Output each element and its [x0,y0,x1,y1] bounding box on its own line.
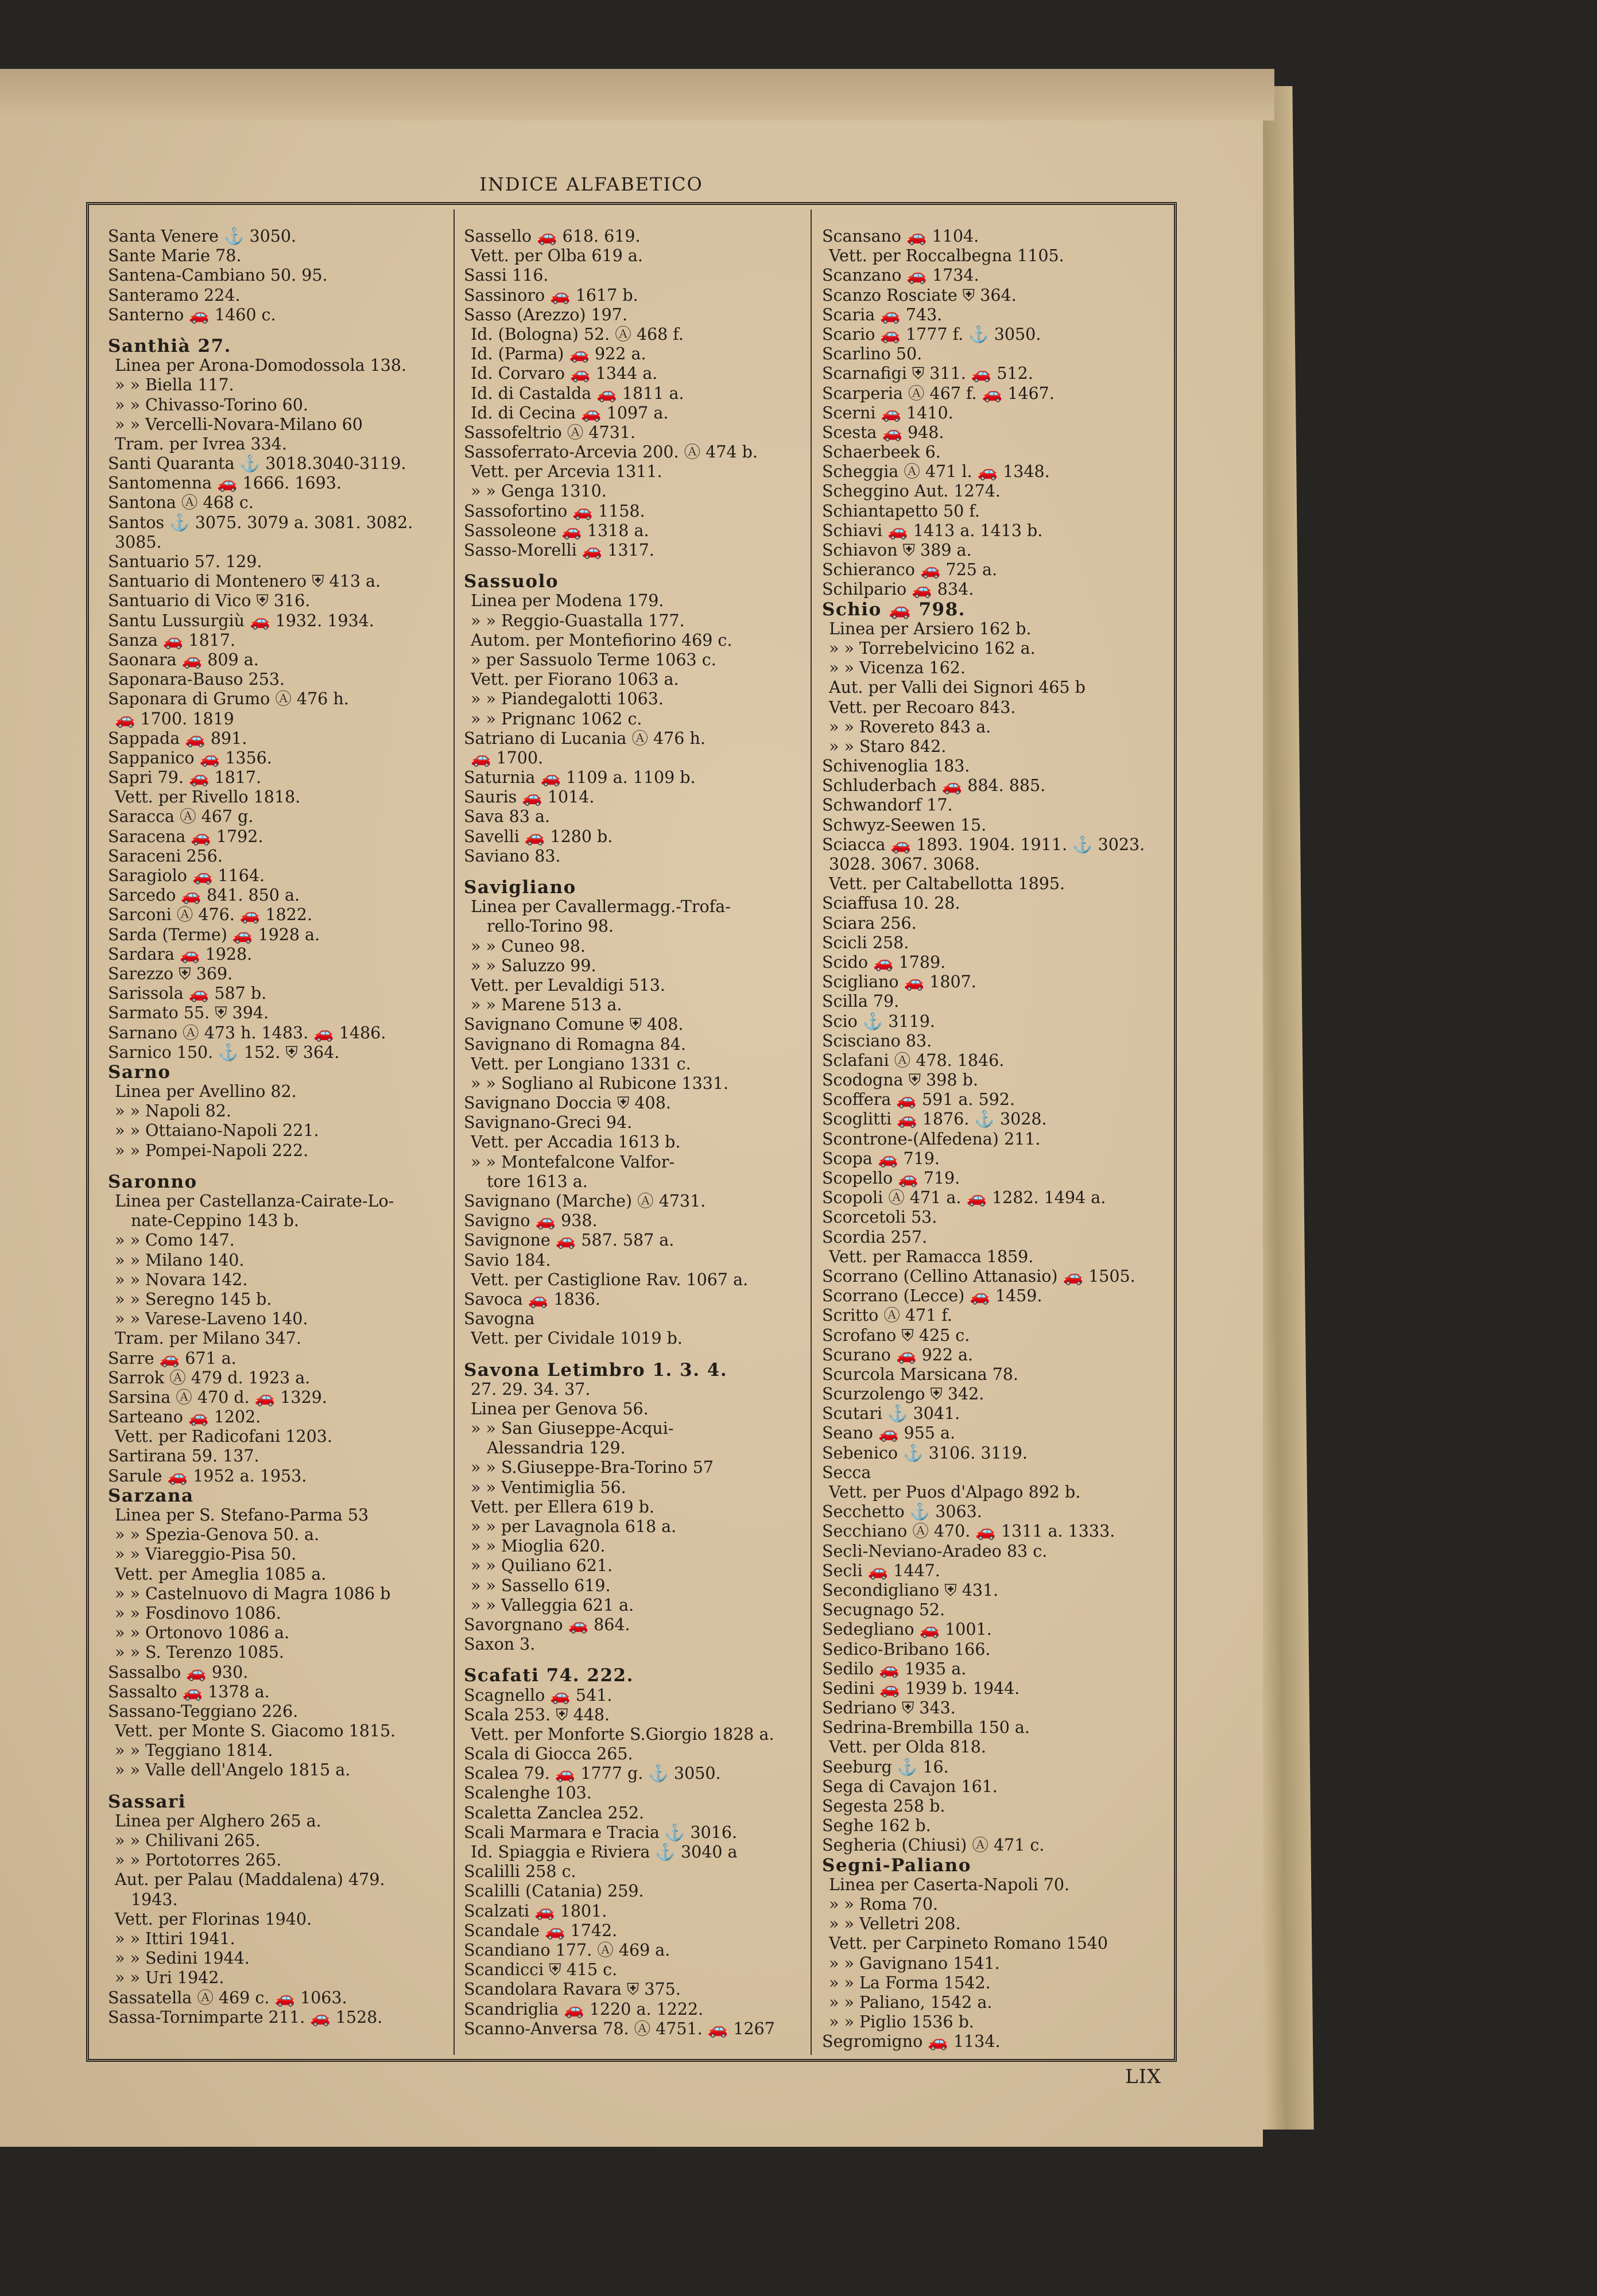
index-entry: Vett. per Rivello 1818. [115,788,301,807]
index-entry: Scaria 🚗 743. [822,305,943,324]
index-entry: Santi Quaranta ⚓ 3018.3040-3119. [108,454,406,474]
index-entry: Saraceni 256. [108,846,223,866]
index-entry: » » Ottaiano-Napoli 221. [115,1121,319,1141]
index-entry: 3028. 3067. 3068. [829,855,980,874]
index-entry: Sclafani Ⓐ 478. 1846. [822,1050,1005,1070]
index-entry [108,1781,458,1792]
index-heading: Sarzana [108,1485,194,1506]
index-entry: Seghe 162 b. [822,1816,931,1836]
index-entry: Vett. per Caltabellotta 1895. [829,874,1065,894]
index-heading: Santhià 27. [108,335,231,356]
index-entry: Scheggino Aut. 1274. [822,482,1001,501]
index-column-1 [108,227,458,2027]
index-entry: Sarnico 150. ⚓ 152. ⛨ 364. [108,1042,340,1062]
index-heading: Scafati 74. 222. [464,1665,634,1686]
index-entry: » » Chivasso-Torino 60. [115,395,308,414]
index-entry: Santuario 57. 129. [108,552,262,571]
index-entry: rello-Torino 98. [487,917,614,936]
index-heading: Saronno [108,1171,197,1192]
index-entry: » » Uri 1942. [115,1968,224,1988]
index-entry: » » Teggiano 1814. [115,1741,273,1760]
index-entry: Scopa 🚗 719. [822,1149,940,1168]
running-header: INDICE ALFABETICO [479,173,703,195]
index-entry: Vett. per Monforte S.Giorgio 1828 a. [471,1724,774,1744]
index-entry: » » S.Giuseppe-Bra-Torino 57 [471,1458,714,1477]
index-entry: Santos ⚓ 3075. 3079 a. 3081. 3082. [108,513,413,532]
index-entry: Scordia 257. [822,1227,928,1247]
index-entry: Scalzati 🚗 1801. [464,1901,607,1921]
index-entry: » » Piglio 1536 b. [829,2012,974,2032]
index-entry: » » Napoli 82. [115,1102,231,1121]
index-entry: Schiavon ⛨ 389 a. [822,541,972,560]
index-entry: Saonara 🚗 809 a. [108,650,259,669]
index-entry: Sassa-Tornimparte 211. 🚗 1528. [108,2007,383,2027]
index-entry: Secchiano Ⓐ 470. 🚗 1311 a. 1333. [822,1522,1115,1541]
index-entry: » » Marene 513 a. [471,995,622,1015]
index-entry: Sciacca 🚗 1893. 1904. 1911. ⚓ 3023. [822,835,1145,854]
index-entry: Scala 253. ⛨ 448. [464,1705,610,1724]
index-entry: Id. (Parma) 🚗 922 a. [471,344,646,364]
index-entry: Alessandria 129. [487,1438,626,1458]
index-entry: 27. 29. 34. 37. [471,1379,591,1399]
column-divider [811,210,812,2055]
index-entry: » » Vercelli-Novara-Milano 60 [115,414,363,434]
index-entry: Sassinoro 🚗 1617 b. [464,285,638,305]
page-top-shadow [0,69,1274,121]
index-entry: Vett. per Ameglia 1085 a. [115,1564,327,1584]
index-entry: » » Sogliano al Rubicone 1331. [471,1073,729,1093]
index-entry: Sarre 🚗 671 a. [108,1348,237,1368]
index-entry: Linea per Alghero 265 a. [115,1811,321,1830]
index-entry: Scarperia Ⓐ 467 f. 🚗 1467. [822,383,1055,403]
index-entry: Satriano di Lucania Ⓐ 476 h. [464,728,706,748]
index-entry: Sassello 🚗 618. 619. [464,227,641,246]
index-entry: Scarnafigi ⛨ 311. 🚗 512. [822,364,1033,383]
index-entry: Secchetto ⚓ 3063. [822,1502,982,1522]
index-entry [108,1161,458,1172]
index-entry: Sappanico 🚗 1356. [108,748,272,767]
index-entry: Vett. per Olba 619 a. [471,246,643,266]
index-entry: Scanno-Anversa 78. Ⓐ 4751. 🚗 1267 [464,2019,775,2038]
index-entry: Vett. per Ellera 619 b. [471,1497,654,1517]
index-entry: Secugnago 52. [822,1600,945,1620]
index-entry: » » S. Terenzo 1085. [115,1643,284,1662]
index-entry: Saviano 83. [464,846,561,866]
index-entry: » » Sassello 619. [471,1576,611,1595]
index-entry: Sedilo 🚗 1935 a. [822,1659,967,1678]
index-entry: » » Saluzzo 99. [471,956,596,975]
index-entry: Savignano (Marche) Ⓐ 4731. [464,1192,706,1211]
index-entry: » » Chilivani 265. [115,1831,261,1850]
index-entry: Aut. per Valli dei Signori 465 b [829,678,1086,697]
index-entry: Sassi 116. [464,266,549,285]
index-entry: Id. di Castalda 🚗 1811 a. [471,383,684,403]
index-entry: Sedico-Bribano 166. [822,1639,991,1659]
index-entry: Secli 🚗 1447. [822,1561,940,1580]
index-entry: Schaerbeek 6. [822,443,941,462]
index-entry: Sega di Cavajon 161. [822,1777,998,1796]
index-entry: » » Valle dell'Angelo 1815 a. [115,1760,351,1780]
index-entry: Santena-Cambiano 50. 95. [108,266,328,285]
index-heading: Savona Letimbro 1. 3. 4. [464,1359,728,1380]
index-entry: Vett. per Accadia 1613 b. [471,1133,681,1152]
index-entry: Schivenoglia 183. [822,757,970,776]
index-entry: Savio 184. [464,1250,551,1270]
index-heading: Sarno [108,1061,171,1083]
index-entry: Sarda (Terme) 🚗 1928 a. [108,925,320,944]
index-entry: Linea per Arona-Domodossola 138. [115,356,407,375]
index-entry: Sarezzo ⛨ 369. [108,964,233,983]
index-entry: » » Portotorres 265. [115,1851,282,1870]
index-entry: » » Roma 70. [829,1894,939,1914]
index-entry: Scalilli (Catania) 259. [464,1882,644,1901]
index-entry: Scurano 🚗 922 a. [822,1345,974,1364]
index-entry: Sedini 🚗 1939 b. 1944. [822,1678,1020,1698]
index-entry: Vett. per Recoaro 843. [829,697,1016,717]
index-entry: Autom. per Montefiorino 469 c. [471,630,732,650]
index-entry: Scisciano 83. [822,1031,932,1050]
index-entry: » » Viareggio-Pisa 50. [115,1545,297,1564]
index-column-2 [464,227,808,2039]
index-entry [464,1349,808,1360]
index-entry: Scigliano 🚗 1807. [822,972,976,992]
index-entry: Sedrina-Brembilla 150 a. [822,1718,1030,1737]
index-entry: Scalenghe 103. [464,1783,592,1803]
index-entry: Santuario di Montenero ⛨ 413 a. [108,572,381,591]
index-entry: Vett. per Ramacca 1859. [829,1247,1034,1266]
index-entry: Sebenico ⚓ 3106. 3119. [822,1443,1028,1463]
index-entry: Scandiano 177. Ⓐ 469 a. [464,1940,670,1960]
index-entry: » » Montefalcone Valfor- [471,1152,675,1172]
index-entry: Schluderbach 🚗 884. 885. [822,776,1046,796]
index-entry: Sarissola 🚗 587 b. [108,984,267,1003]
index-entry: Sassoleone 🚗 1318 a. [464,521,649,540]
index-entry: Scarlino 50. [822,344,922,364]
index-entry: Scicli 258. [822,933,909,952]
index-entry: Savignano Doccia ⛨ 408. [464,1093,671,1113]
index-entry: Sardara 🚗 1928. [108,944,253,964]
index-entry: Scopoli Ⓐ 471 a. 🚗 1282. 1494 a. [822,1188,1106,1208]
index-entry: Savignano di Romagna 84. [464,1034,686,1054]
index-entry: Vett. per Radicofani 1203. [115,1427,332,1446]
index-entry: Vett. per Longiano 1331 c. [471,1054,691,1073]
index-entry: Sasso-Morelli 🚗 1317. [464,541,654,560]
index-entry: » » Cuneo 98. [471,936,586,956]
index-entry: Scario 🚗 1777 f. ⚓ 3050. [822,324,1041,344]
index-entry: Linea per Cavallermagg.-Trofa- [471,897,731,917]
index-entry: Vett. per Arcevia 1311. [471,462,662,482]
index-entry: Aut. per Palau (Maddalena) 479. [115,1870,385,1890]
index-entry: Santuario di Vico ⛨ 316. [108,591,311,611]
index-entry: » » Genga 1310. [471,482,607,501]
index-entry: Savoca 🚗 1836. [464,1289,600,1309]
page-number: LIX [1125,2065,1162,2088]
index-entry: Id. Spiaggia e Riviera ⚓ 3040 a [471,1843,738,1861]
index-entry: Sanza 🚗 1817. [108,630,236,650]
index-entry: » » Seregno 145 b. [115,1289,272,1309]
index-entry: Sedriano ⛨ 343. [822,1698,956,1718]
index-entry: Saponara-Bauso 253. [108,670,285,689]
index-entry: » » Como 147. [115,1231,235,1250]
index-column-3 [822,227,1172,2051]
index-entry: Saponara di Grumo Ⓐ 476 h. [108,689,349,709]
index-entry: Linea per Avellino 82. [115,1082,297,1102]
index-entry: Scandale 🚗 1742. [464,1921,618,1940]
index-entry: Saracca Ⓐ 467 g. [108,807,254,827]
index-entry: Sassofortino 🚗 1158. [464,501,645,521]
index-entry: Saturnia 🚗 1109 a. 1109 b. [464,768,696,788]
index-entry: » » Pompei-Napoli 222. [115,1141,309,1160]
index-entry: Linea per Castellanza-Cairate-Lo- [115,1192,394,1211]
index-entry: » » Velletri 208. [829,1914,961,1934]
index-entry: Scoglitti 🚗 1876. ⚓ 3028. [822,1110,1047,1129]
index-entry: Sedegliano 🚗 1001. [822,1620,992,1639]
index-entry: Scorrano (Lecce) 🚗 1459. [822,1286,1042,1306]
index-entry: Segesta 258 b. [822,1797,945,1816]
index-entry: » » La Forma 1542. [829,1973,991,1992]
index-entry: » » Torrebelvicino 162 a. [829,638,1036,658]
index-entry: » » Biella 117. [115,375,234,395]
index-entry: Schwandorf 17. [822,796,953,815]
index-entry: Scalilli 258 c. [464,1862,576,1882]
index-entry: Schieranco 🚗 725 a. [822,560,998,580]
index-entry: » » Spezia-Genova 50. a. [115,1525,320,1545]
index-entry: Sarcedo 🚗 841. 850 a. [108,886,300,905]
index-entry: Schilpario 🚗 834. [822,580,974,599]
index-heading: Schio 🚗 798. [822,599,966,620]
index-entry: Scagnello 🚗 541. [464,1685,613,1705]
index-entry: Sarteano 🚗 1202. [108,1407,261,1427]
index-entry: Sasso (Arezzo) 197. [464,305,627,324]
index-entry: » » Vicenza 162. [829,658,966,678]
index-entry: Linea per Caserta-Napoli 70. [829,1875,1070,1894]
index-entry: Scodogna ⛨ 398 b. [822,1071,978,1090]
index-entry: » » Ittiri 1941. [115,1929,235,1948]
index-entry: Scalea 79. 🚗 1777 g. ⚓ 3050. [464,1764,721,1783]
index-entry: Linea per Arsiero 162 b. [829,619,1032,638]
index-entry: Secca [822,1463,871,1482]
index-entry: Saxon 3. [464,1635,536,1654]
index-entry: Sassofeltrio Ⓐ 4731. [464,422,636,442]
index-entry: Vett. per Cividale 1019 b. [471,1329,683,1348]
index-entry: Sarmato 55. ⛨ 394. [108,1003,269,1023]
index-entry: » » Varese-Laveno 140. [115,1309,308,1329]
index-entry: Sappada 🚗 891. [108,728,247,748]
index-entry: Sarnano Ⓐ 473 h. 1483. 🚗 1486. [108,1023,386,1042]
index-entry [464,866,808,878]
index-entry: » per Sassuolo Terme 1063 c. [471,650,716,669]
index-entry: Scaletta Zanclea 252. [464,1803,645,1822]
index-entry: Linea per S. Stefano-Parma 53 [115,1506,369,1525]
index-entry: Saracena 🚗 1792. [108,827,263,846]
index-entry: Id. (Bologna) 52. Ⓐ 468 f. [471,324,684,344]
index-entry: Secondigliano ⛨ 431. [822,1580,999,1600]
index-entry: Schiantapetto 50 f. [822,501,980,521]
index-entry: Scido 🚗 1789. [822,952,946,972]
index-heading: Sassuolo [464,571,559,592]
index-entry: » » San Giuseppe-Acqui- [471,1419,674,1438]
index-entry: Id. Corvaro 🚗 1344 a. [471,364,658,383]
index-entry: Savogna [464,1309,535,1329]
index-entry: » » Gavignano 1541. [829,1953,1000,1973]
index-entry: 1943. [131,1890,178,1909]
index-entry: Scilla 79. [822,992,900,1011]
index-entry: Scopello 🚗 719. [822,1169,960,1188]
index-entry: Santerno 🚗 1460 c. [108,305,276,324]
index-entry: Sava 83 a. [464,807,551,827]
index-entry: » » Fosdinovo 1086. [115,1603,281,1623]
index-heading: Segni-Paliano [822,1855,971,1876]
index-entry: Vett. per Fiorano 1063 a. [471,670,679,689]
index-heading: Savigliano [464,877,576,898]
index-entry: » » Ortonovo 1086 a. [115,1623,290,1643]
index-entry: Sarule 🚗 1952 a. 1953. [108,1466,307,1486]
index-entry: Tram. per Ivrea 334. [115,434,287,453]
index-entry: Vett. per Roccalbegna 1105. [829,246,1064,266]
index-entry: Segheria (Chiusi) Ⓐ 471 c. [822,1836,1045,1855]
index-entry: Santomenna 🚗 1666. 1693. [108,474,342,493]
index-entry: Scandriglia 🚗 1220 a. 1222. [464,1999,704,2019]
index-entry: Santa Venere ⚓ 3050. [108,227,297,246]
index-entry: Scrofano ⛨ 425 c. [822,1325,970,1345]
index-entry: Sante Marie 78. [108,246,242,266]
index-entry: Savelli 🚗 1280 b. [464,827,613,846]
index-entry: » » Staro 842. [829,736,947,756]
index-entry: » » Paliano, 1542 a. [829,1992,993,2012]
index-entry: Vett. per Carpineto Romano 1540 [829,1934,1108,1953]
index-entry: Sapri 79. 🚗 1817. [108,768,262,788]
index-entry: Scanzo Rosciate ⛨ 364. [822,285,1017,305]
index-entry: Vett. per Florinas 1940. [115,1909,312,1929]
index-entry: » » Mioglia 620. [471,1537,606,1556]
index-entry: Scritto Ⓐ 471 f. [822,1306,952,1325]
index-entry: Sarrok Ⓐ 479 d. 1923 a. [108,1368,311,1387]
index-entry: Vett. per Levaldigi 513. [471,975,665,995]
index-entry: 3085. [115,532,162,552]
index-entry: Scoffera 🚗 591 a. 592. [822,1090,1015,1110]
index-entry: Tram. per Milano 347. [115,1329,301,1348]
index-entry: » » Sedini 1944. [115,1949,250,1968]
index-entry: Sciaffusa 10. 28. [822,894,960,913]
index-entry: » » Quiliano 621. [471,1556,613,1576]
index-entry: Scheggia Ⓐ 471 l. 🚗 1348. [822,462,1050,482]
index-entry: Scanzano 🚗 1734. [822,266,979,285]
index-entry: Santeramo 224. [108,285,241,305]
index-entry: Sassalbo 🚗 930. [108,1662,249,1682]
index-entry: Scesta 🚗 948. [822,422,944,442]
index-entry: Sassoferrato-Arcevia 200. Ⓐ 474 b. [464,443,758,462]
index-entry: Scorrano (Cellino Attanasio) 🚗 1505. [822,1266,1135,1286]
index-entry: Schwyz-Seewen 15. [822,815,987,835]
index-entry: Scurcola Marsicana 78. [822,1364,1018,1384]
index-entry: Saragiolo 🚗 1164. [108,866,265,885]
index-entry: Scio ⚓ 3119. [822,1011,935,1031]
index-entry: tore 1613 a. [487,1172,588,1191]
index-entry: » » per Lavagnola 618 a. [471,1517,677,1536]
index-entry: Sarconi Ⓐ 476. 🚗 1822. [108,905,312,925]
index-entry: Sartirana 59. 137. [108,1446,259,1466]
index-entry: » » Ventimiglia 56. [471,1477,626,1497]
index-entry: Vett. per Monte S. Giacomo 1815. [115,1721,396,1741]
index-entry: » » Milano 140. [115,1250,245,1270]
index-heading: Sassari [108,1791,187,1812]
index-entry: Savignano Comune ⛨ 408. [464,1015,684,1034]
index-entry: Santu Lussurgiù 🚗 1932. 1934. [108,611,374,630]
index-entry: Scandolara Ravara ⛨ 375. [464,1980,681,1999]
index-entry: Savignano-Greci 94. [464,1113,633,1133]
index-entry: Secli-Neviano-Aradeo 83 c. [822,1541,1048,1561]
index-entry: Seeburg ⚓ 16. [822,1757,949,1777]
index-entry: Scutari ⚓ 3041. [822,1404,960,1424]
index-entry: Sarsina Ⓐ 470 d. 🚗 1329. [108,1387,327,1407]
index-entry: Vett. per Castiglione Rav. 1067 a. [471,1270,749,1289]
index-entry: Schiavi 🚗 1413 a. 1413 b. [822,521,1043,540]
index-entry: Id. di Cecina 🚗 1097 a. [471,403,669,422]
index-entry: 🚗 1700. [471,748,544,767]
index-entry: Sciara 256. [822,913,917,933]
index-entry: Savigno 🚗 938. [464,1211,598,1231]
index-entry [108,325,458,336]
index-entry: Linea per Genova 56. [471,1399,649,1418]
index-entry: Scansano 🚗 1104. [822,227,979,246]
index-entry: nate-Ceppino 143 b. [131,1211,299,1231]
index-entry: Segromigno 🚗 1134. [822,2032,1001,2051]
index-entry: » » Valleggia 621 a. [471,1595,634,1615]
index-entry: Sassalto 🚗 1378 a. [108,1682,270,1701]
index-entry: » » Prignanc 1062 c. [471,709,642,728]
index-entry: » » Novara 142. [115,1270,248,1289]
index-entry [464,560,808,572]
index-entry: » » Rovereto 843 a. [829,717,991,736]
index-entry: 🚗 1700. 1819 [115,709,234,728]
index-entry: Seano 🚗 955 a. [822,1424,956,1443]
index-entry [464,1654,808,1666]
index-entry: Scala di Giocca 265. [464,1744,633,1764]
index-entry: Sassano-Teggiano 226. [108,1701,299,1721]
index-entry: Scontrone-(Alfedena) 211. [822,1129,1041,1149]
index-entry: » » Piandegalotti 1063. [471,689,664,709]
index-entry: Sauris 🚗 1014. [464,788,595,807]
index-entry: Sassatella Ⓐ 469 c. 🚗 1063. [108,1988,347,2007]
index-entry: Vett. per Olda 818. [829,1737,986,1757]
index-entry: Scandicci ⛨ 415 c. [464,1960,618,1980]
index-entry: Scurzolengo ⛨ 342. [822,1384,984,1404]
index-entry: Scali Marmara e Tracia ⚓ 3016. [464,1822,738,1842]
index-entry: Savignone 🚗 587. 587 a. [464,1231,675,1250]
index-entry: Santona Ⓐ 468 c. [108,493,254,513]
index-entry: Scerni 🚗 1410. [822,403,953,422]
index-entry: Scorcetoli 53. [822,1208,937,1227]
index-entry: » » Castelnuovo di Magra 1086 b [115,1584,391,1603]
index-entry: » » Reggio-Guastalla 177. [471,611,685,630]
index-entry: Linea per Modena 179. [471,591,664,611]
index-entry: Savorgnano 🚗 864. [464,1615,630,1634]
index-entry: Vett. per Puos d'Alpago 892 b. [829,1483,1081,1502]
